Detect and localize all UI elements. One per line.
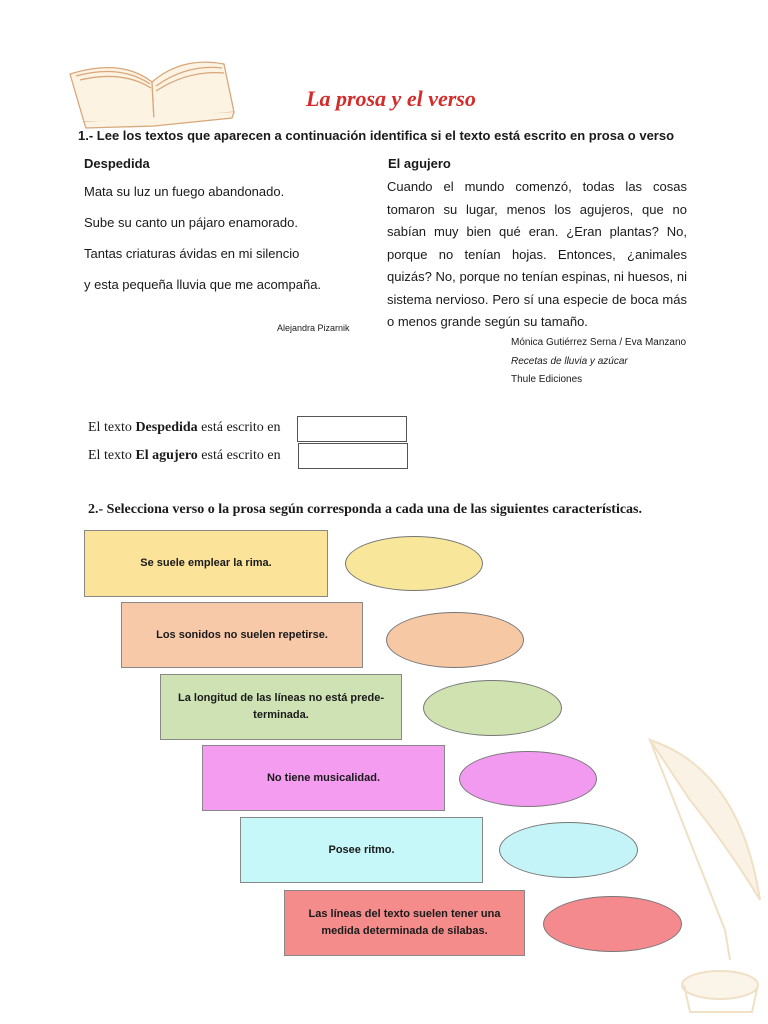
- answer-oval[interactable]: [459, 751, 597, 807]
- answer-field-agujero[interactable]: [298, 443, 408, 469]
- poem-line: Sube su canto un pájaro enamorado.: [84, 215, 298, 230]
- poem-line: y esta pequeña lluvia que me acompaña.: [84, 277, 322, 292]
- prose-authors: Mónica Gutiérrez Serna / Eva Manzano: [511, 337, 687, 348]
- question-prefix: El texto: [88, 420, 136, 435]
- answer-oval[interactable]: [423, 680, 562, 736]
- characteristic-card: Los sonidos no suelen repetirse.: [121, 602, 363, 668]
- characteristic-card: Se suele emplear la rima.: [84, 530, 328, 597]
- question-prefix: El texto: [88, 448, 136, 463]
- question-bold-title: Despedida: [135, 420, 198, 435]
- prose-title: El agujero: [388, 156, 451, 171]
- answer-oval[interactable]: [543, 896, 682, 952]
- question-suffix: está escrito en: [197, 420, 281, 435]
- characteristic-card: No tiene musicalidad.: [202, 745, 445, 811]
- characteristic-card: Las líneas del texto suelen tener una medida determinada de sílabas.: [284, 890, 525, 956]
- answer-oval[interactable]: [499, 822, 638, 878]
- prose-text: Cuando el mundo comenzó, todas las cosas tomaron su lugar, menos los agujeros, que no sabían muy bien qué eran. ¿Eran plantas? No, porque no tenían hojas. Entonces, ¿animales quizás? No, porque no tenían espinas, ni huesos, ni sistema nervioso. Pero sí una especie de boca más o menos grande según su tamaño.: [387, 179, 687, 329]
- prose-publisher: Thule Ediciones: [511, 374, 583, 385]
- poem-title: Despedida: [84, 156, 150, 171]
- characteristic-card: La longitud de las líneas no está prede-terminada.: [160, 674, 402, 740]
- open-book-icon: [62, 42, 242, 132]
- answer-field-despedida[interactable]: [297, 416, 407, 442]
- question-despedida: [88, 420, 280, 436]
- page-title: La prosa y el verso: [306, 86, 476, 111]
- answer-oval[interactable]: [386, 612, 524, 668]
- exercise-2-instruction: 2.- Selecciona verso o la prosa según corresponda a cada una de las siguientes características.: [88, 502, 643, 517]
- quill-pen-icon: [630, 730, 768, 1020]
- characteristic-card: Posee ritmo.: [240, 817, 483, 883]
- poem-line: Mata su luz un fuego abandonado.: [84, 184, 285, 199]
- poem-author: Alejandra Pizarnik: [277, 323, 350, 333]
- poem-line: Tantas criaturas ávidas en mi silencio: [84, 246, 300, 261]
- answer-oval[interactable]: [345, 536, 483, 591]
- question-agujero: [88, 448, 281, 464]
- exercise-1-instruction: 1.- Lee los textos que aparecen a continuación identifica si el texto está escrito en prosa o verso: [78, 128, 675, 143]
- question-suffix: está escrito en: [197, 448, 281, 463]
- question-bold-title: El agujero: [135, 448, 198, 463]
- prose-book: Recetas de lluvia y azúcar: [511, 356, 628, 367]
